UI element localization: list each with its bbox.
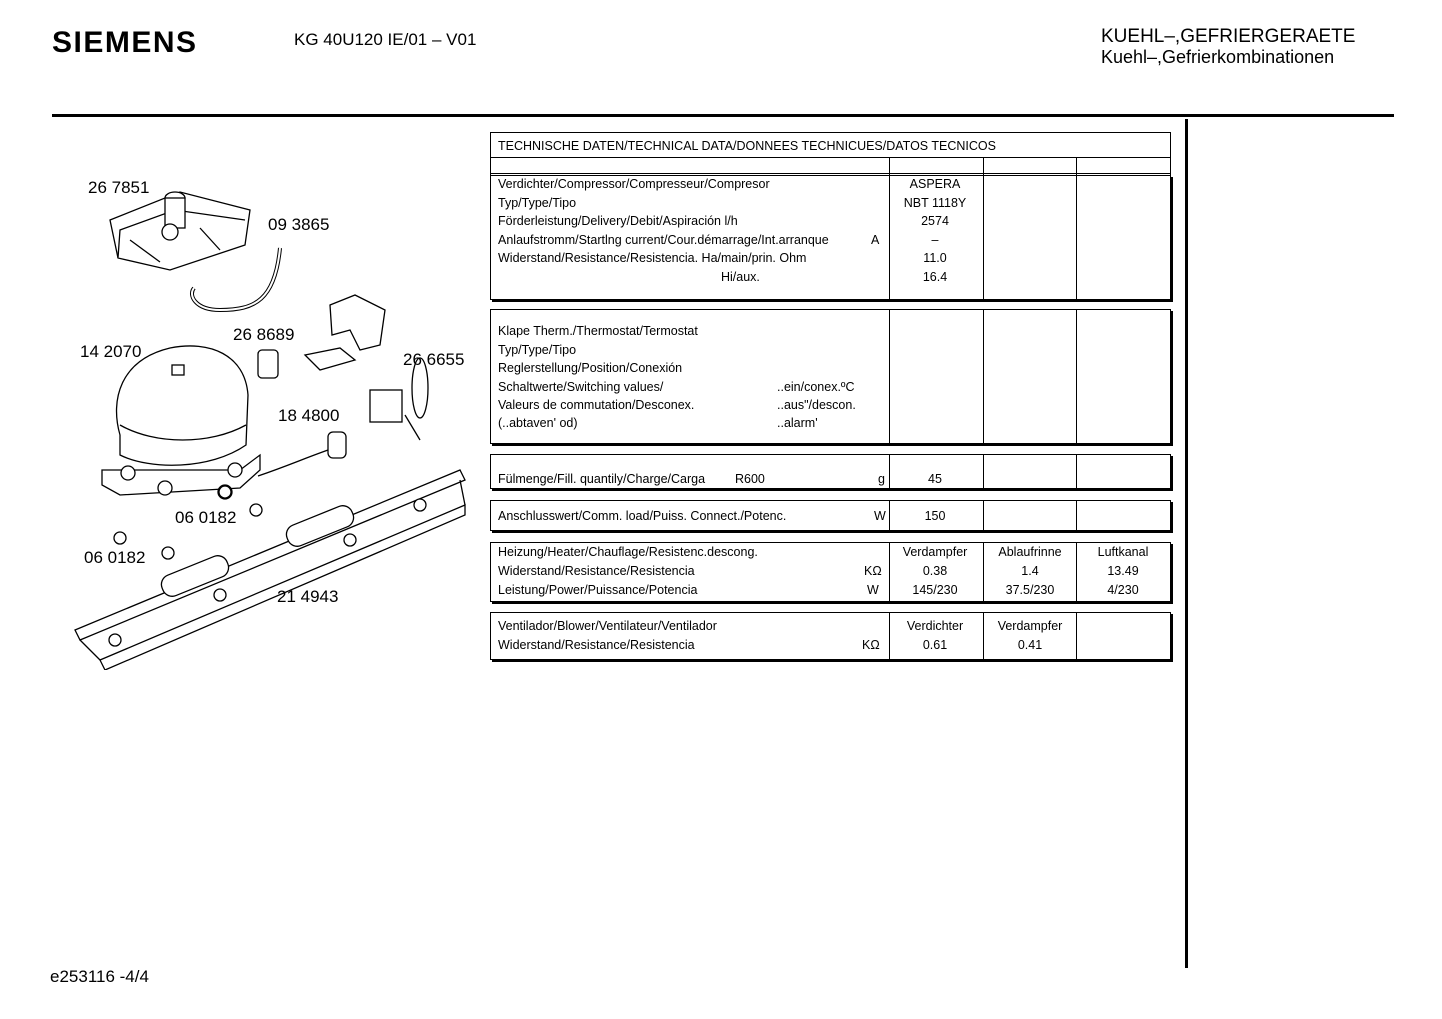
part-label: 14 2070: [80, 342, 142, 361]
aux-resistance-value: 16.4: [922, 270, 948, 284]
part-label: 26 6655: [403, 350, 465, 369]
thermostat-label: Klape Therm./Thermostat/Termostat: [498, 324, 698, 338]
parts-diagram: [60, 170, 485, 670]
fill-quantity-value: 45: [928, 472, 942, 486]
capacitor-drawing: [258, 432, 346, 476]
switching-on-label: ..ein/conex.ºC: [777, 380, 855, 394]
type-label: Typ/Type/Tipo: [498, 196, 577, 210]
heater-col2: Ablaufrinne: [998, 545, 1062, 559]
blower-resistance-label: Widerstand/Resistance/Resistencia: [498, 638, 695, 652]
heater-resistance-unit: KΩ: [864, 564, 882, 578]
blower-resistance-col1: 0.61: [922, 638, 948, 652]
part-label: 26 8689: [233, 325, 295, 344]
connected-load-label: Anschlusswert/Comm. load/Puiss. Connect./Potenc.: [498, 509, 787, 523]
blower-block: [490, 612, 1171, 660]
heater-col1: Verdampfer: [902, 545, 968, 559]
heater-power-unit: W: [867, 583, 879, 597]
main-resistance-label: Widerstand/Resistance/Resistencia. Ha/main/prin. Ohm: [498, 251, 807, 265]
alarm-label: ..alarm': [777, 416, 818, 430]
part-label: 18 4800: [278, 406, 340, 425]
document-id: e253116 -4/4: [50, 967, 149, 986]
blower-label: Ventilador/Blower/Ventilateur/Ventilador: [498, 619, 717, 633]
heater-resistance-col3: 13.49: [1107, 564, 1139, 578]
type-value: NBT 1118Y: [903, 196, 967, 210]
heater-col3: Luftkanal: [1097, 545, 1149, 559]
fill-quantity-block: [490, 454, 1171, 489]
model-number: KG 40U120 IE/01 – V01: [294, 30, 477, 49]
category-title: KUEHL–,GEFRIERGERAETE: [1101, 26, 1356, 47]
heater-power-col1: 145/230: [912, 583, 958, 597]
heater-resistance-col1: 0.38: [922, 564, 948, 578]
aux-resistance-label: Hi/aux.: [721, 270, 760, 284]
defrost-label: (..abtaven' od): [498, 416, 578, 430]
fill-quantity-unit: g: [878, 472, 885, 486]
switching-off-label: ..aus"/descon.: [777, 398, 856, 412]
category-subtitle: Kuehl–,Gefrierkombinationen: [1101, 47, 1335, 67]
tech-title: TECHNISCHE DATEN/TECHNICAL DATA/DONNEES TECHNICUES/DATOS TECNICOS: [498, 139, 996, 153]
heater-power-col2: 37.5/230: [1005, 583, 1055, 597]
starting-current-value: –: [931, 233, 939, 247]
thermostat-type-label: Typ/Type/Tipo: [498, 343, 577, 357]
connected-load-value: 150: [924, 509, 946, 523]
commutation-label: Valeurs de commutation/Desconex.: [498, 398, 695, 412]
base-rail-drawing: [75, 470, 465, 670]
thermostat-block: [490, 309, 1171, 444]
main-resistance-value: 11.0: [923, 251, 947, 265]
refrigerant-type: R600: [735, 472, 765, 486]
heater-block: [490, 542, 1171, 602]
thermostat-position-label: Reglerstellung/Position/Conexión: [498, 361, 683, 375]
starting-current-unit: A: [871, 233, 880, 247]
compressor-label: Verdichter/Compressor/Compresseur/Compresor: [498, 177, 770, 191]
part-label: 09 3865: [268, 215, 330, 234]
compressor-block: [490, 175, 1171, 300]
starting-current-label: Anlaufstromm/Startlng current/Cour.démarrage/Int.arranque: [498, 233, 829, 247]
blower-resistance-unit: KΩ: [862, 638, 880, 652]
compressor-drawing: [102, 346, 260, 499]
part-label: 06 0182: [84, 548, 146, 567]
heater-power-label: Leistung/Power/Puissance/Potencia: [498, 583, 698, 597]
heater-power-col3: 4/230: [1107, 583, 1139, 597]
switching-values-label: Schaltwerte/Switching values/: [498, 380, 664, 394]
blower-col2: Verdampfer: [997, 619, 1063, 633]
tech-title-block: [490, 132, 1171, 176]
drain-tray-drawing: [110, 192, 250, 270]
delivery-value: 2574: [921, 214, 949, 228]
header-divider: [52, 114, 1394, 117]
brand-logo: SIEMENS: [52, 26, 198, 59]
connected-load-unit: W: [874, 509, 886, 523]
part-label: 06 0182: [175, 508, 237, 527]
part-label: 26 7851: [88, 178, 150, 197]
compressor-value: ASPERA: [909, 177, 961, 191]
delivery-label: Förderleistung/Delivery/Debit/Aspiración l/h: [498, 214, 738, 228]
fan-motor-drawing: [370, 358, 428, 440]
heater-label: Heizung/Heater/Chauflage/Resistenc.descong.: [498, 545, 758, 559]
connected-load-block: [490, 500, 1171, 531]
fill-quantity-label: Fülmenge/Fill. quantily/Charge/Carga: [498, 472, 706, 486]
part-label: 21 4943: [277, 587, 339, 606]
grommet-drawing: [219, 486, 231, 498]
heater-resistance-col2: 1.4: [1021, 564, 1039, 578]
heater-resistance-label: Widerstand/Resistance/Resistencia: [498, 564, 695, 578]
right-margin-divider: [1185, 119, 1188, 968]
blower-resistance-col2: 0.41: [1017, 638, 1043, 652]
blower-col1: Verdichter: [906, 619, 964, 633]
